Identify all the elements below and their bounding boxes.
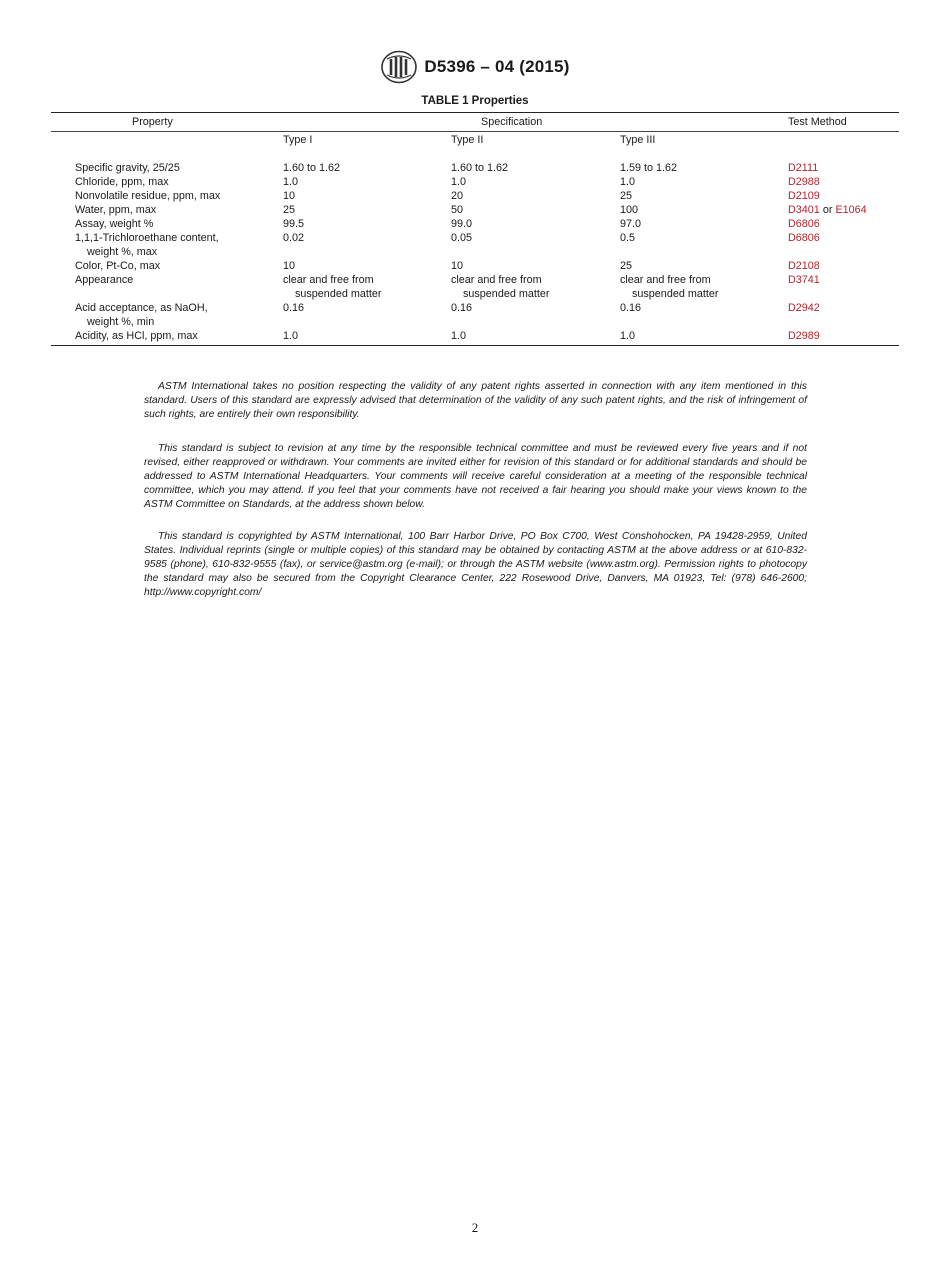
property-cell-line: Color, Pt-Co, max [75, 260, 161, 272]
table-row [51, 161, 899, 175]
property-cell-line: Water, ppm, max [75, 204, 157, 216]
property-cell [75, 259, 275, 273]
type-3-cell-line: 0.16 [620, 302, 642, 314]
table-row [51, 301, 899, 329]
property-cell [75, 329, 275, 343]
test-method-separator: or [819, 204, 836, 216]
type-3-cell [620, 259, 780, 273]
property-cell [75, 217, 275, 231]
table-title: TABLE 1 Properties [421, 95, 529, 107]
type-2-cell [451, 189, 611, 203]
type-1-cell-line: 1.0 [283, 176, 299, 188]
type-1-cell-line: 99.5 [283, 218, 305, 230]
type-1-cell-line: 10 [283, 190, 296, 202]
property-cell [75, 175, 275, 189]
table-row [51, 273, 899, 301]
patent-notice: ASTM International takes no position respecting the validity of any patent rights asserted in connection with any item mentioned in this standard. Users of this standard are expressly advised that determination of the validity of any such patent rights, and the risk of infringement of such rights, are entirely their own responsibility. [144, 381, 807, 420]
type-1-cell [283, 231, 443, 245]
type-1-cell-line: 0.02 [283, 232, 305, 244]
property-cell-line: Chloride, ppm, max [75, 176, 169, 188]
test-method-cell [788, 231, 898, 245]
type-3-cell [620, 231, 780, 245]
type-2-cell-line: 1.0 [451, 176, 467, 188]
type-3-cell [620, 329, 780, 343]
test-method-cell [788, 259, 898, 273]
document-id: D5396 – 04 (2015) [424, 57, 570, 76]
page-number: 2 [471, 1220, 479, 1235]
header-type-3: Type III [620, 134, 656, 146]
test-method-link[interactable]: D3401 [788, 204, 820, 216]
test-method-link[interactable]: D2111 [788, 162, 819, 174]
type-3-cell-line: suspended matter [632, 288, 719, 300]
header-specification: Specification [481, 116, 543, 128]
property-cell-line: Appearance [75, 274, 134, 286]
type-2-cell-line: 99.0 [451, 218, 473, 230]
type-2-cell [451, 203, 611, 217]
test-method-cell [788, 301, 898, 315]
type-1-cell [283, 203, 443, 217]
type-2-cell-line: 1.60 to 1.62 [451, 162, 509, 174]
type-2-cell [451, 273, 611, 301]
type-3-cell-line: 25 [620, 190, 633, 202]
property-cell [75, 231, 275, 259]
property-cell [75, 189, 275, 203]
type-2-cell-line: 10 [451, 260, 464, 272]
test-method-cell [788, 329, 898, 343]
type-1-cell [283, 301, 443, 315]
test-method-link[interactable]: D3741 [788, 274, 820, 286]
property-cell [75, 301, 275, 329]
type-2-cell-line: 20 [451, 190, 464, 202]
property-cell-line: 1,1,1-Trichloroethane content, [75, 232, 219, 244]
type-1-cell [283, 217, 443, 231]
property-cell-line: Acid acceptance, as NaOH, [75, 302, 208, 314]
test-method-link[interactable]: D2988 [788, 176, 820, 188]
table-row [51, 203, 899, 217]
test-method-cell [788, 203, 898, 217]
type-1-cell-line: clear and free from [283, 274, 374, 286]
header-type-1: Type I [283, 134, 313, 146]
copyright-notice: This standard is copyrighted by ASTM International, 100 Barr Harbor Drive, PO Box C700, West Conshohocken, PA 19428-2959, United States. Individual reprints (single or multiple copies) of this standard may be obtained by contacting ASTM at the above address or at 610-832-9585 (phone), 610-832-9555 (fax), or service@astm.org (e-mail); or through the ASTM website (www.astm.org). Permission rights to photocopy the standard may also be secured from the Copyright Clearance Center, 222 Rosewood Drive, Danvers, MA 01923, Tel: (978) 646-2600; http://www.copyright.com/ [144, 531, 807, 598]
test-method-cell [788, 175, 898, 189]
table-row [51, 189, 899, 203]
type-1-cell [283, 273, 443, 301]
property-cell-line: Acidity, as HCl, ppm, max [75, 330, 198, 342]
property-cell [75, 203, 275, 217]
type-1-cell [283, 189, 443, 203]
table-subheader-row [51, 132, 899, 154]
properties-table [51, 112, 899, 346]
type-1-cell-line: 10 [283, 260, 296, 272]
test-method-link[interactable]: D2108 [788, 260, 820, 272]
header-test-method: Test Method [788, 116, 847, 128]
type-2-cell-line: clear and free from [451, 274, 542, 286]
type-3-cell [620, 161, 780, 175]
test-method-link[interactable]: D6806 [788, 218, 820, 230]
property-cell [75, 273, 275, 287]
table-row [51, 329, 899, 343]
type-3-cell-line: 100 [620, 204, 639, 216]
type-1-cell-line: suspended matter [295, 288, 382, 300]
property-cell [75, 161, 275, 175]
table-body [51, 154, 899, 345]
type-3-cell-line: 1.0 [620, 330, 636, 342]
test-method-link[interactable]: D2109 [788, 190, 820, 202]
astm-logo-icon [380, 50, 418, 84]
type-1-cell-line: 25 [283, 204, 296, 216]
type-1-cell-line: 0.16 [283, 302, 305, 314]
table-row [51, 231, 899, 259]
type-1-cell-line: 1.0 [283, 330, 299, 342]
type-2-cell-line: suspended matter [463, 288, 550, 300]
type-3-cell [620, 301, 780, 315]
type-1-cell [283, 259, 443, 273]
type-3-cell-line: 25 [620, 260, 633, 272]
type-3-cell-line: 0.5 [620, 232, 636, 244]
type-2-cell-line: 0.16 [451, 302, 473, 314]
type-3-cell-line: 97.0 [620, 218, 642, 230]
property-cell-line: Assay, weight % [75, 218, 154, 230]
test-method-cell [788, 217, 898, 231]
type-3-cell-line: clear and free from [620, 274, 711, 286]
type-3-cell [620, 273, 780, 301]
table-row [51, 259, 899, 273]
header-property: Property [132, 116, 173, 128]
type-3-cell [620, 175, 780, 189]
type-1-cell-line: 1.60 to 1.62 [283, 162, 341, 174]
type-2-cell-line: 0.05 [451, 232, 473, 244]
test-method-link[interactable]: D2942 [788, 302, 820, 314]
table-header-row [51, 113, 899, 131]
type-3-cell [620, 189, 780, 203]
revision-notice: This standard is subject to revision at any time by the responsible technical committee and must be reviewed every five years and if not revised, either reapproved or withdrawn. Your comments are invited either for revision of this standard or for additional standards and should be addressed to ASTM International Headquarters. Your comments will receive careful consideration at a meeting of the responsible technical committee, which you may attend. If you feel that your comments have not received a fair hearing you should make your views known to the ASTM Committee on Standards, at the address shown below. [144, 443, 807, 510]
property-cell-line: weight %, min [87, 316, 155, 328]
type-2-cell [451, 161, 611, 175]
type-2-cell [451, 217, 611, 231]
table-row [51, 217, 899, 231]
type-2-cell [451, 301, 611, 315]
property-cell-line: Nonvolatile residue, ppm, max [75, 190, 221, 202]
type-3-cell-line: 1.59 to 1.62 [620, 162, 678, 174]
test-method-link[interactable]: E1064 [835, 204, 867, 216]
table-row [51, 175, 899, 189]
type-3-cell-line: 1.0 [620, 176, 636, 188]
page-header [0, 50, 950, 84]
type-2-cell [451, 175, 611, 189]
type-2-cell [451, 259, 611, 273]
test-method-link[interactable]: D2989 [788, 330, 820, 342]
type-2-cell-line: 50 [451, 204, 464, 216]
property-cell-line: weight %, max [87, 246, 158, 258]
type-2-cell [451, 329, 611, 343]
type-3-cell [620, 217, 780, 231]
type-1-cell [283, 175, 443, 189]
test-method-link[interactable]: D6806 [788, 232, 820, 244]
type-3-cell [620, 203, 780, 217]
type-2-cell-line: 1.0 [451, 330, 467, 342]
property-cell-line: Specific gravity, 25/25 [75, 162, 180, 174]
type-1-cell [283, 329, 443, 343]
test-method-cell [788, 273, 898, 287]
header-type-2: Type II [451, 134, 484, 146]
type-2-cell [451, 231, 611, 245]
test-method-cell [788, 189, 898, 203]
test-method-cell [788, 161, 898, 175]
type-1-cell [283, 161, 443, 175]
